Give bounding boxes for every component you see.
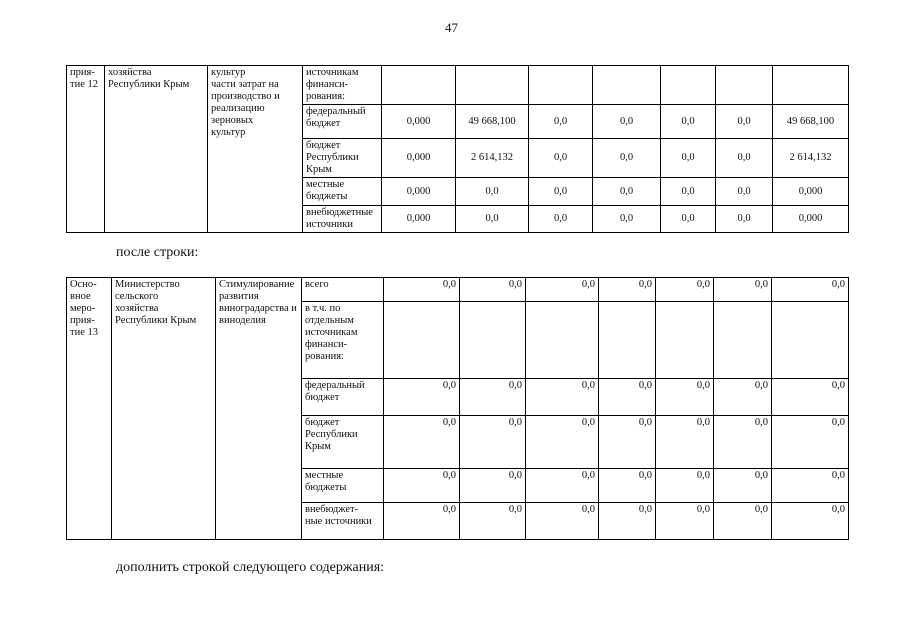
- funding-source-cell: источникам финанси- рования:: [303, 66, 382, 105]
- amount-cell: [599, 302, 656, 379]
- amount-cell: [716, 66, 773, 105]
- funding-source-cell: бюджет Республики Крым: [302, 416, 384, 469]
- amount-cell: 0,0: [714, 416, 772, 469]
- amount-cell: 0,0: [714, 469, 772, 503]
- amount-cell: 0,0: [772, 278, 849, 302]
- funding-source-cell: в т.ч. по отдельным источникам финанси- рования:: [302, 302, 384, 379]
- amount-cell: 0,0: [714, 503, 772, 540]
- amount-cell: 0,0: [384, 278, 460, 302]
- amount-cell: 49 668,100: [456, 105, 529, 139]
- amount-cell: 0,0: [599, 278, 656, 302]
- amount-cell: 0,0: [460, 379, 526, 416]
- executor-cell: Министерство сельского хозяйства Республики Крым: [112, 278, 216, 540]
- funding-source-cell: федеральный бюджет: [302, 379, 384, 416]
- amount-cell: 0,0: [716, 206, 773, 233]
- amount-cell: [661, 66, 716, 105]
- amount-cell: [382, 66, 456, 105]
- amount-cell: 0,0: [384, 379, 460, 416]
- funding-source-cell: бюджет Республики Крым: [303, 139, 382, 178]
- amount-cell: [772, 302, 849, 379]
- amount-cell: 0,0: [384, 503, 460, 540]
- amount-cell: 0,0: [593, 105, 661, 139]
- funding-source-cell: всего: [302, 278, 384, 302]
- amount-cell: 0,0: [772, 503, 849, 540]
- amount-cell: 0,0: [661, 105, 716, 139]
- amount-cell: 0,0: [661, 206, 716, 233]
- amount-cell: 0,0: [526, 278, 599, 302]
- amount-cell: 0,0: [661, 178, 716, 206]
- amount-cell: 0,0: [656, 469, 714, 503]
- amount-cell: 0,0: [599, 503, 656, 540]
- amount-cell: 0,0: [529, 178, 593, 206]
- funding-source-cell: местные бюджеты: [302, 469, 384, 503]
- amount-cell: 0,0: [384, 416, 460, 469]
- amount-cell: 0,0: [716, 178, 773, 206]
- amount-cell: 0,0: [599, 469, 656, 503]
- amount-cell: 0,000: [382, 178, 456, 206]
- amount-cell: 0,000: [773, 178, 849, 206]
- amount-cell: 0,000: [382, 206, 456, 233]
- amount-cell: 2 614,132: [456, 139, 529, 178]
- amount-cell: 0,000: [773, 206, 849, 233]
- amount-cell: 0,0: [526, 469, 599, 503]
- amount-cell: 0,0: [593, 206, 661, 233]
- amount-cell: 0,0: [460, 503, 526, 540]
- amount-cell: 0,0: [529, 105, 593, 139]
- program-table-1: [66, 65, 849, 233]
- amount-cell: [526, 302, 599, 379]
- amount-cell: 0,0: [593, 139, 661, 178]
- funding-source-cell: внебюджет- ные источники: [302, 503, 384, 540]
- amount-cell: 0,0: [714, 278, 772, 302]
- measure-number-cell: прия- тие 12: [67, 66, 105, 233]
- amount-cell: 0,000: [382, 105, 456, 139]
- amount-cell: 0,0: [599, 379, 656, 416]
- table-row: [67, 66, 849, 105]
- amount-cell: 0,0: [772, 416, 849, 469]
- amount-cell: 0,0: [656, 416, 714, 469]
- amount-cell: 2 614,132: [773, 139, 849, 178]
- amount-cell: [529, 66, 593, 105]
- amount-cell: 0,0: [526, 416, 599, 469]
- amount-cell: 0,0: [656, 503, 714, 540]
- amount-cell: 0,0: [716, 105, 773, 139]
- after-row-text: после строки:: [116, 245, 199, 260]
- amount-cell: 0,0: [460, 416, 526, 469]
- amount-cell: 0,0: [599, 416, 656, 469]
- funding-source-cell: федеральный бюджет: [303, 105, 382, 139]
- amount-cell: 0,000: [382, 139, 456, 178]
- amount-cell: [714, 302, 772, 379]
- amount-cell: 0,0: [526, 379, 599, 416]
- amount-cell: [656, 302, 714, 379]
- measure-name-cell: культур части затрат на производство и реализацию зерновых культур: [208, 66, 303, 233]
- measure-number-cell: Осно- вное меро- прия- тие 13: [67, 278, 112, 540]
- amount-cell: 0,0: [529, 206, 593, 233]
- amount-cell: [593, 66, 661, 105]
- amount-cell: 0,0: [656, 278, 714, 302]
- amount-cell: [456, 66, 529, 105]
- amount-cell: 0,0: [656, 379, 714, 416]
- measure-name-cell: Стимулирование развития виноградарства и виноделия: [216, 278, 302, 540]
- page-number: 47: [445, 20, 458, 35]
- amount-cell: 0,0: [460, 469, 526, 503]
- amount-cell: 0,0: [456, 178, 529, 206]
- funding-source-cell: местные бюджеты: [303, 178, 382, 206]
- amount-cell: [460, 302, 526, 379]
- amount-cell: 0,0: [772, 469, 849, 503]
- supplement-text: дополнить строкой следующего содержания:: [116, 560, 385, 575]
- amount-cell: 0,0: [714, 379, 772, 416]
- executor-cell: хозяйства Республики Крым: [105, 66, 208, 233]
- amount-cell: 0,0: [384, 469, 460, 503]
- amount-cell: [773, 66, 849, 105]
- amount-cell: 49 668,100: [773, 105, 849, 139]
- amount-cell: 0,0: [526, 503, 599, 540]
- amount-cell: 0,0: [460, 278, 526, 302]
- amount-cell: 0,0: [716, 139, 773, 178]
- program-table-2: [66, 277, 849, 540]
- amount-cell: 0,0: [529, 139, 593, 178]
- amount-cell: [384, 302, 460, 379]
- amount-cell: 0,0: [456, 206, 529, 233]
- amount-cell: 0,0: [661, 139, 716, 178]
- table-row: [67, 278, 849, 302]
- funding-source-cell: внебюджетные источники: [303, 206, 382, 233]
- amount-cell: 0,0: [772, 379, 849, 416]
- amount-cell: 0,0: [593, 178, 661, 206]
